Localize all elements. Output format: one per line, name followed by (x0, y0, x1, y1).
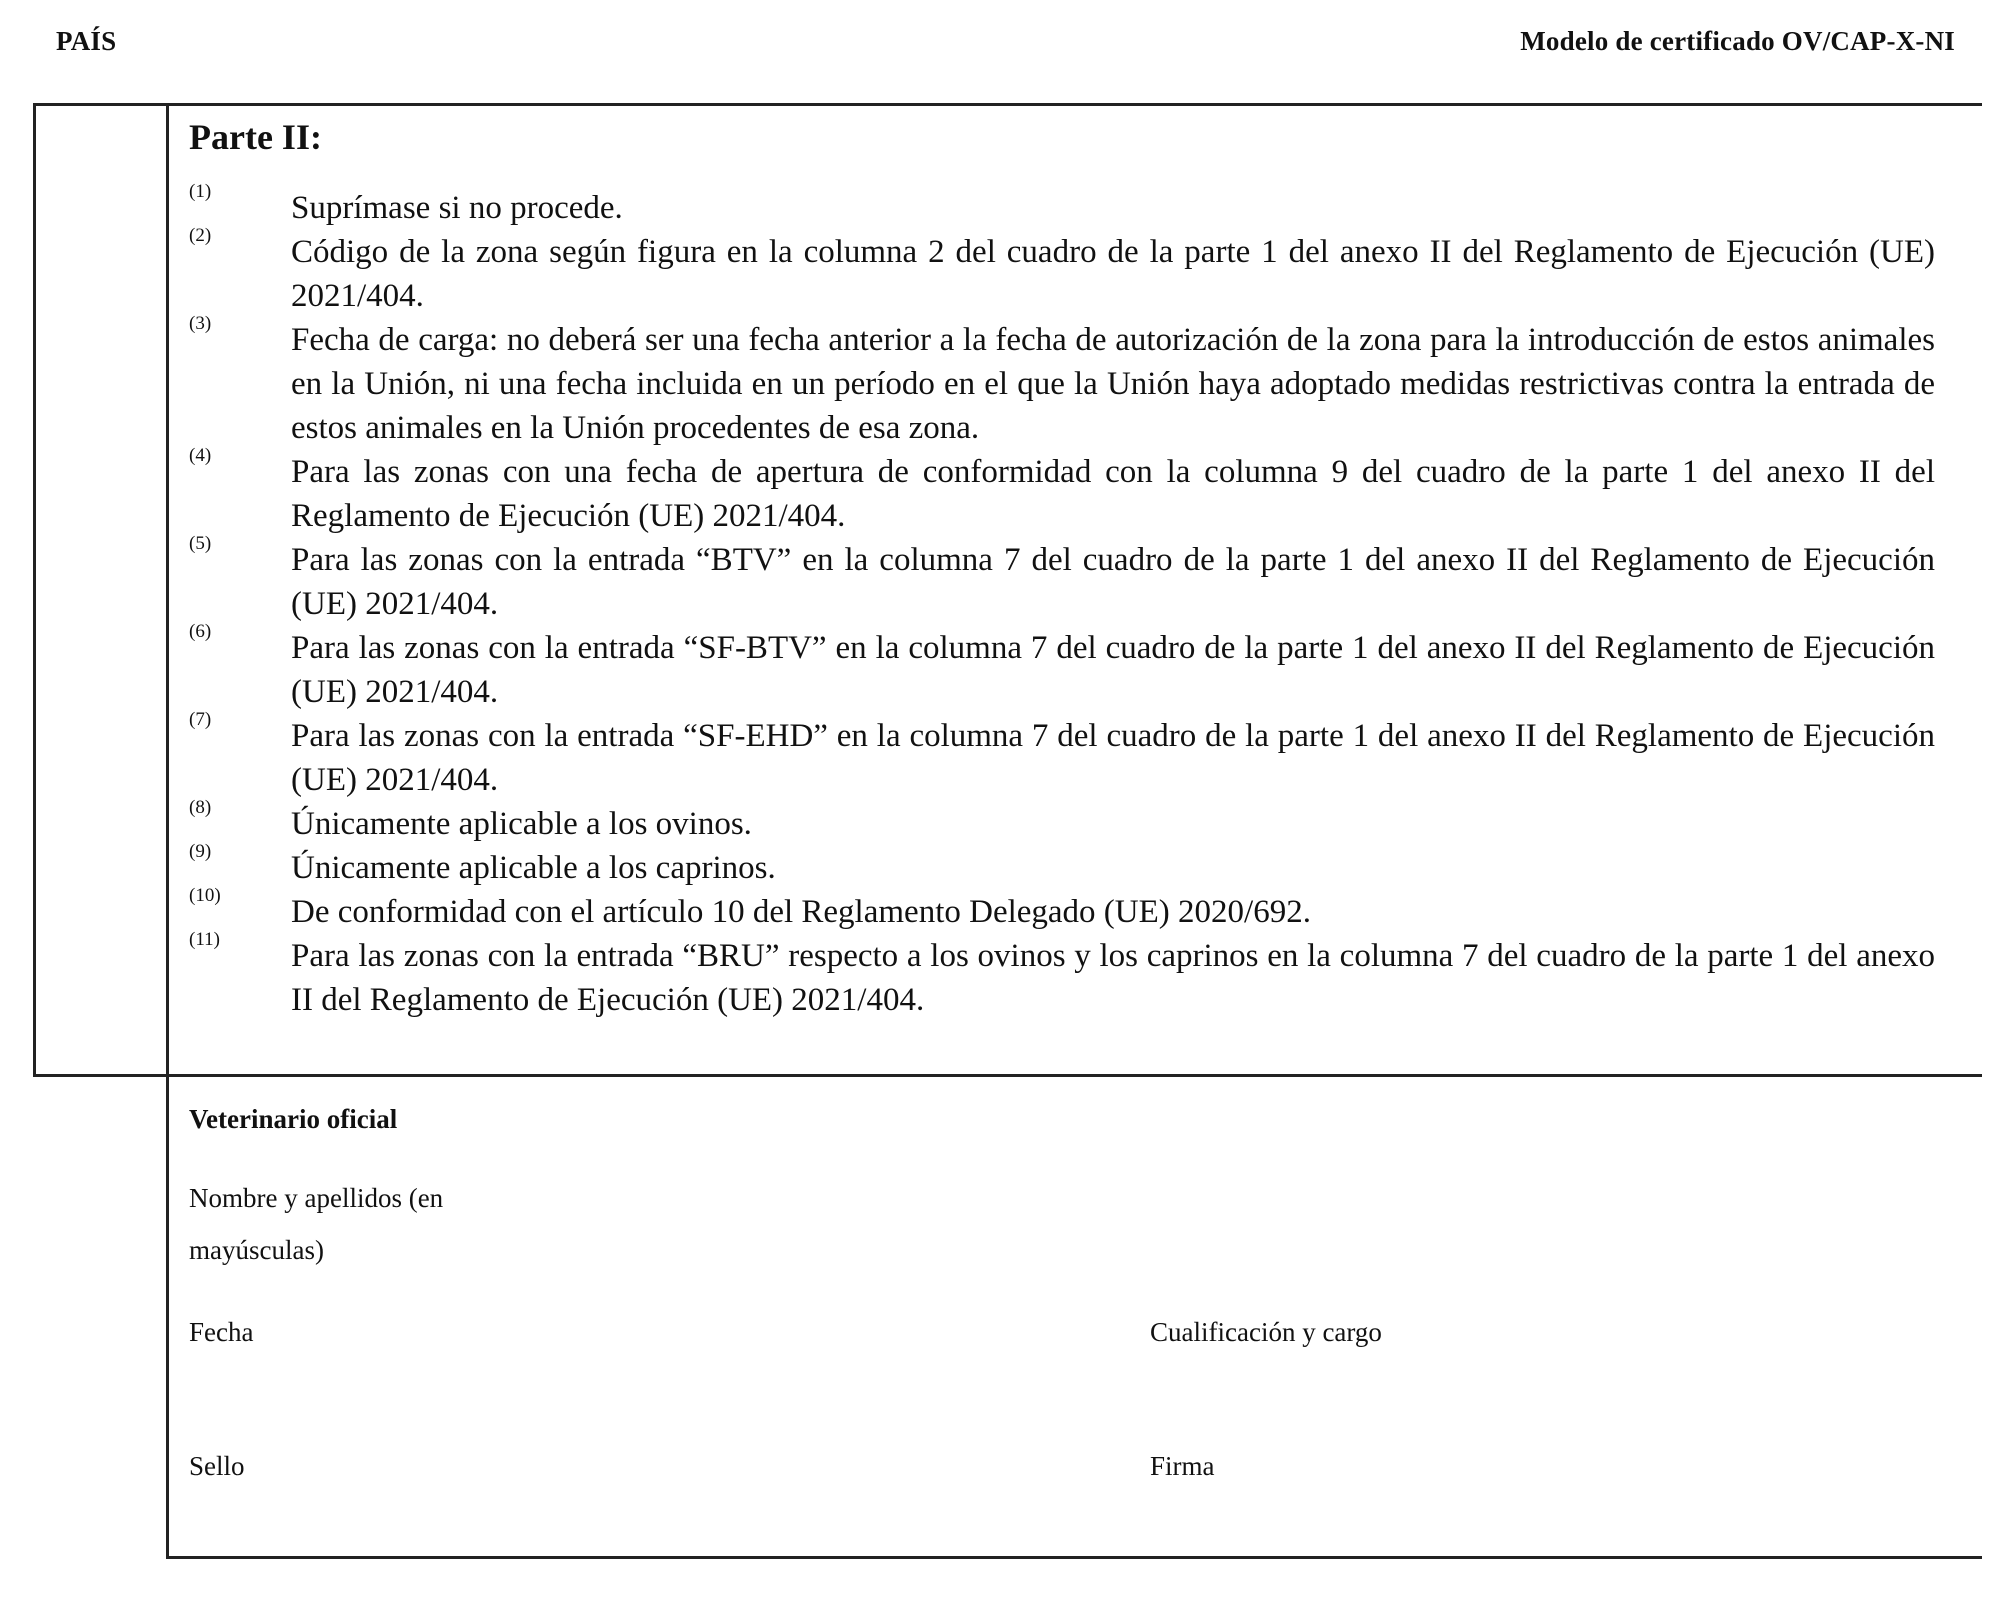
part-title: Parte II: (189, 117, 322, 157)
notes-list (189, 181, 1935, 1022)
table-bottom-border (167, 1556, 1982, 1559)
note-text: Para las zonas con la entrada “BTV” en la columna 7 del cuadro de la parte 1 del anexo II del Reglamento de Ejecución (UE) 2021/404. (291, 542, 1935, 622)
table-top-border (34, 103, 1982, 106)
note-text: De conformidad con el artículo 10 del Reglamento Delegado (UE) 2020/692. (291, 894, 1311, 930)
note-number: (1) (189, 181, 212, 202)
stamp-label: Sello (189, 1451, 245, 1481)
note-text: Para las zonas con la entrada “SF-EHD” en la columna 7 del cuadro de la parte 1 del anexo II del Reglamento de Ejecución (UE) 2021/404. (291, 718, 1935, 798)
note-text: Fecha de carga: no deberá ser una fecha anterior a la fecha de autorización de la zona para la introducción de estos animales en la Unión, ni una fecha incluida en un período en el que la Unión haya adoptado medidas restrictivas contra la entrada de estos animales en la Unión procedentes de esa zona. (291, 322, 1935, 446)
note-text: Únicamente aplicable a los caprinos. (291, 850, 776, 886)
note-number: (10) (189, 885, 221, 906)
country-header: PAÍS (56, 26, 117, 56)
note-number: (3) (189, 313, 212, 334)
note-item (189, 225, 1935, 318)
note-item (189, 313, 1935, 450)
note-number: (5) (189, 533, 212, 554)
note-number: (9) (189, 841, 212, 862)
note-item (189, 181, 1935, 230)
note-number: (8) (189, 797, 212, 818)
signature-label: Firma (1150, 1451, 1215, 1481)
veterinarian-title: Veterinario oficial (189, 1104, 398, 1134)
certificate-model-header: Modelo de certificado OV/CAP-X-NI (1520, 26, 1955, 56)
note-text: Código de la zona según figura en la columna 2 del cuadro de la parte 1 del anexo II del Reglamento de Ejecución (UE) 2021/404. (291, 234, 1935, 314)
note-item (189, 841, 1935, 890)
note-item (189, 709, 1935, 802)
note-item (189, 445, 1935, 538)
date-label: Fecha (189, 1317, 254, 1347)
qualification-label: Cualificación y cargo (1150, 1317, 1382, 1347)
note-item (189, 621, 1935, 714)
note-number: (2) (189, 225, 212, 246)
note-item (189, 797, 1935, 846)
note-number: (6) (189, 621, 212, 642)
table-inner-border (166, 103, 169, 1559)
name-label: Nombre y apellidos (en mayúsculas) (189, 1183, 444, 1265)
table-left-border (33, 103, 36, 1077)
note-text: Para las zonas con una fecha de apertura de conformidad con la columna 9 del cuadro de la parte 1 del anexo II del Reglamento de Ejecución (UE) 2021/404. (291, 454, 1935, 534)
table-middle-border (34, 1074, 1982, 1077)
note-number: (11) (189, 929, 220, 950)
note-text: Únicamente aplicable a los ovinos. (291, 806, 752, 842)
note-number: (7) (189, 709, 212, 730)
note-text: Para las zonas con la entrada “SF-BTV” en la columna 7 del cuadro de la parte 1 del anexo II del Reglamento de Ejecución (UE) 2021/404. (291, 630, 1935, 710)
note-item (189, 533, 1935, 626)
note-text: Para las zonas con la entrada “BRU” respecto a los ovinos y los caprinos en la columna 7 del cuadro de la parte 1 del anexo II del Reglamento de Ejecución (UE) 2021/404. (291, 938, 1935, 1018)
note-number: (4) (189, 445, 212, 466)
note-item (189, 929, 1935, 1022)
note-text: Suprímase si no procede. (291, 190, 623, 226)
note-item (189, 885, 1935, 934)
